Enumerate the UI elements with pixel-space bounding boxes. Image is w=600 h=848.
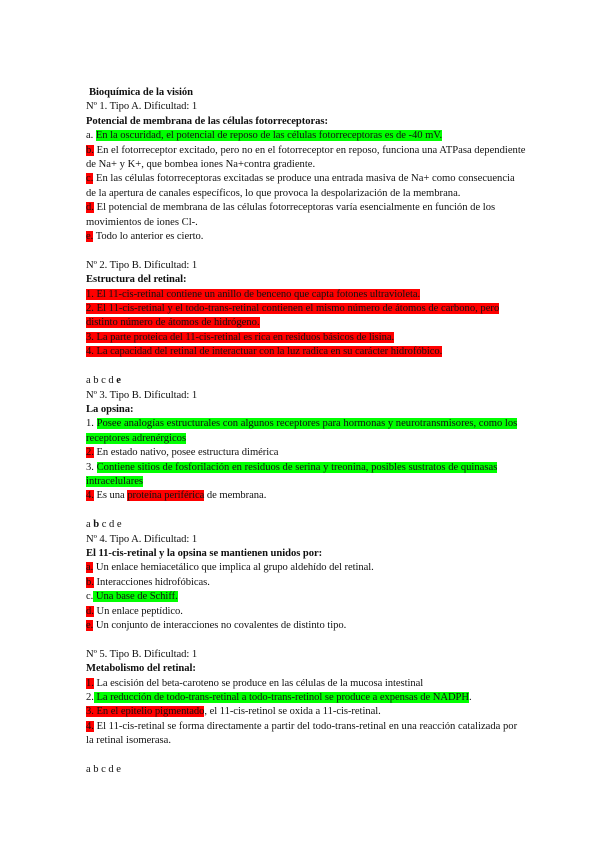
option-b: [86, 576, 526, 590]
option-marker: e.: [86, 619, 94, 631]
option-4: [86, 720, 526, 749]
answer-letter-e: e: [116, 375, 121, 387]
question-stem: La opsina:: [86, 403, 134, 415]
option-marker: 3.: [86, 461, 94, 473]
option-4: [86, 345, 526, 359]
option-marker: b.: [86, 144, 94, 156]
option-marker: d.: [86, 605, 94, 617]
answer-letter-b: b: [93, 519, 100, 531]
question-header: Nº 1. Tipo A. Dificultad: 1: [86, 101, 198, 113]
question-2: [86, 259, 526, 389]
option-text: En las células fotorreceptoras excitadas se produce una entrada masiva de Na+ como consecuencia de la apertura de canales específicos, lo que provoca la despolarización de la membrana.: [86, 173, 515, 199]
answer-letter-e: e: [116, 519, 122, 531]
correct-highlight: En la oscuridad, el potencial de reposo de las células fotorreceptoras es de -40 mV.: [95, 130, 443, 142]
option-marker: 4.: [86, 346, 94, 358]
option-text: La capacidad del retinal de interactuar con la luz radica en su carácter hidrofóbico.: [96, 346, 443, 358]
option-marker: 1.: [86, 677, 94, 689]
option-3: [86, 461, 526, 490]
question-header: Nº 5. Tipo B. Dificultad: 1: [86, 648, 198, 660]
question-stem: Potencial de membrana de las células fotorreceptoras:: [86, 115, 328, 127]
option-3: [86, 705, 526, 719]
answer-letter-b: b: [93, 764, 99, 776]
option-text: Un enlace peptídico.: [96, 605, 183, 617]
answer-letter-a: a: [86, 375, 91, 387]
answer-letter-e: e: [116, 764, 121, 776]
question-stem: Estructura del retinal:: [86, 274, 187, 286]
option-marker: 3.: [86, 706, 94, 718]
answer-letter-c: c: [101, 519, 107, 531]
option-text-before: Es una: [96, 490, 128, 502]
option-marker: 4.: [86, 490, 94, 502]
option-marker: c.: [86, 591, 94, 603]
answer-letters: [86, 763, 526, 777]
question-1: [86, 100, 526, 244]
option-a: [86, 561, 526, 575]
option-text-after: de membrana.: [204, 490, 267, 502]
question-stem: Metabolismo del retinal:: [86, 663, 196, 675]
option-marker: 1.: [86, 288, 94, 300]
option-marker: a.: [86, 130, 94, 142]
option-text: Un conjunto de interacciones no covalentes de distinto tipo.: [95, 619, 347, 631]
option-c: [86, 590, 526, 604]
answer-letter-c: c: [101, 375, 106, 387]
option-marker: d.: [86, 202, 94, 214]
option-d: [86, 201, 526, 230]
option-2: [86, 302, 526, 331]
option-marker: b.: [86, 576, 94, 588]
option-e: [86, 619, 526, 633]
document-title: Bioquímica de la visión: [89, 87, 193, 98]
answer-letter-b: b: [93, 375, 99, 387]
option-marker: 1.: [86, 418, 94, 430]
option-3: [86, 331, 526, 345]
option-2: 2. La reducción de todo-trans-retinal a todo-trans-retinol se produce a expensas de NADPH.: [86, 692, 472, 703]
option-b: [86, 144, 526, 173]
option-text: Interacciones hidrofóbicas.: [96, 576, 210, 588]
option-text: El potencial de membrana de las células fotorreceptoras varía esencialmente en función de los movimientos de iones Cl-.: [86, 202, 496, 228]
answer-letter-d: d: [108, 519, 115, 531]
question-4: [86, 533, 526, 634]
incorrect-highlight: proteína periférica: [127, 490, 205, 502]
correct-highlight: Contiene sitios de fosforilación en residuos de serina y treonina, posibles sustratos de quinasas intracelulares: [86, 461, 498, 487]
option-a: [86, 129, 526, 143]
question-stem: El 11-cis-retinal y la opsina se mantienen unidos por:: [86, 547, 323, 559]
option-text: El 11-cis-retinal y el todo-trans-retinal contienen el mismo número de átomos de carbono, pero distinto número de átomos de hidrógeno.: [86, 303, 500, 329]
correct-highlight: Posee analogías estructurales con algunos receptores para hormonas y neurotransmisores, como los receptores adrenérgicos: [86, 418, 518, 444]
option-marker: 4.: [86, 720, 94, 732]
answer-letter-c: c: [101, 764, 106, 776]
option-text: El 11-cis-retinal se forma directamente a partir del todo-trans-retinal en una reacción catalizada por la retinal isomerasa.: [86, 720, 518, 747]
question-3: [86, 389, 526, 533]
answer-letters: [86, 374, 526, 388]
option-c: [86, 172, 526, 201]
correct-highlight: Una base de Schiff.: [95, 591, 178, 603]
option-marker: 2.: [86, 692, 94, 703]
option-text: En estado nativo, posee estructura dimérica: [96, 447, 279, 459]
question-header: Nº 4. Tipo A. Dificultad: 1: [86, 533, 198, 545]
option-text: Todo lo anterior es cierto.: [95, 231, 204, 243]
answer-letter-d: d: [108, 764, 114, 776]
option-2: [86, 446, 526, 460]
option-text: En el fotorreceptor excitado, pero no en el fotorreceptor en reposo, funciona una ATPasa dependiente de Na+ y K+, que bombea iones Na+contra gradiente.: [86, 144, 526, 171]
option-d: [86, 605, 526, 619]
option-text: La escisión del beta-caroteno se produce en las células de la mucosa intestinal: [96, 677, 424, 689]
option-1: [86, 288, 526, 302]
option-4: [86, 489, 526, 503]
option-text: La parte proteica del 11-cis-retinal es rica en residuos básicos de lisina.: [96, 331, 395, 343]
document-page: [86, 86, 526, 777]
question-header: Nº 2. Tipo B. Dificultad: 1: [86, 259, 198, 271]
option-text: Un enlace hemiacetálico que implica al grupo aldehído del retinal.: [95, 562, 374, 574]
option-marker: c.: [86, 173, 94, 185]
answer-letter-d: d: [108, 375, 114, 387]
option-1: [86, 417, 526, 446]
option-e: [86, 230, 526, 244]
answer-letter-a: a: [86, 519, 91, 531]
option-1: [86, 677, 526, 691]
answer-letters: [86, 518, 526, 532]
correct-highlight: La reducción de todo-trans-retinal a todo-trans-retinol se produce a expensas de NADPH: [96, 692, 469, 703]
option-text-after: , el 11-cis-retinol se oxida a 11-cis-retinal.: [204, 706, 381, 718]
option-marker: 2.: [86, 447, 94, 459]
option-marker: a.: [86, 562, 94, 574]
question-5: [86, 648, 526, 778]
answer-letter-a: a: [86, 764, 91, 776]
incorrect-highlight: En el epitelio pigmentado: [96, 706, 205, 718]
option-text: El 11-cis-retinal contiene un anillo de benceno que capta fotones ultravioleta.: [96, 288, 421, 300]
option-marker: e.: [86, 231, 94, 243]
option-marker: 3.: [86, 331, 94, 343]
question-header: Nº 3. Tipo B. Dificultad: 1: [86, 389, 198, 401]
option-marker: 2.: [86, 303, 94, 315]
